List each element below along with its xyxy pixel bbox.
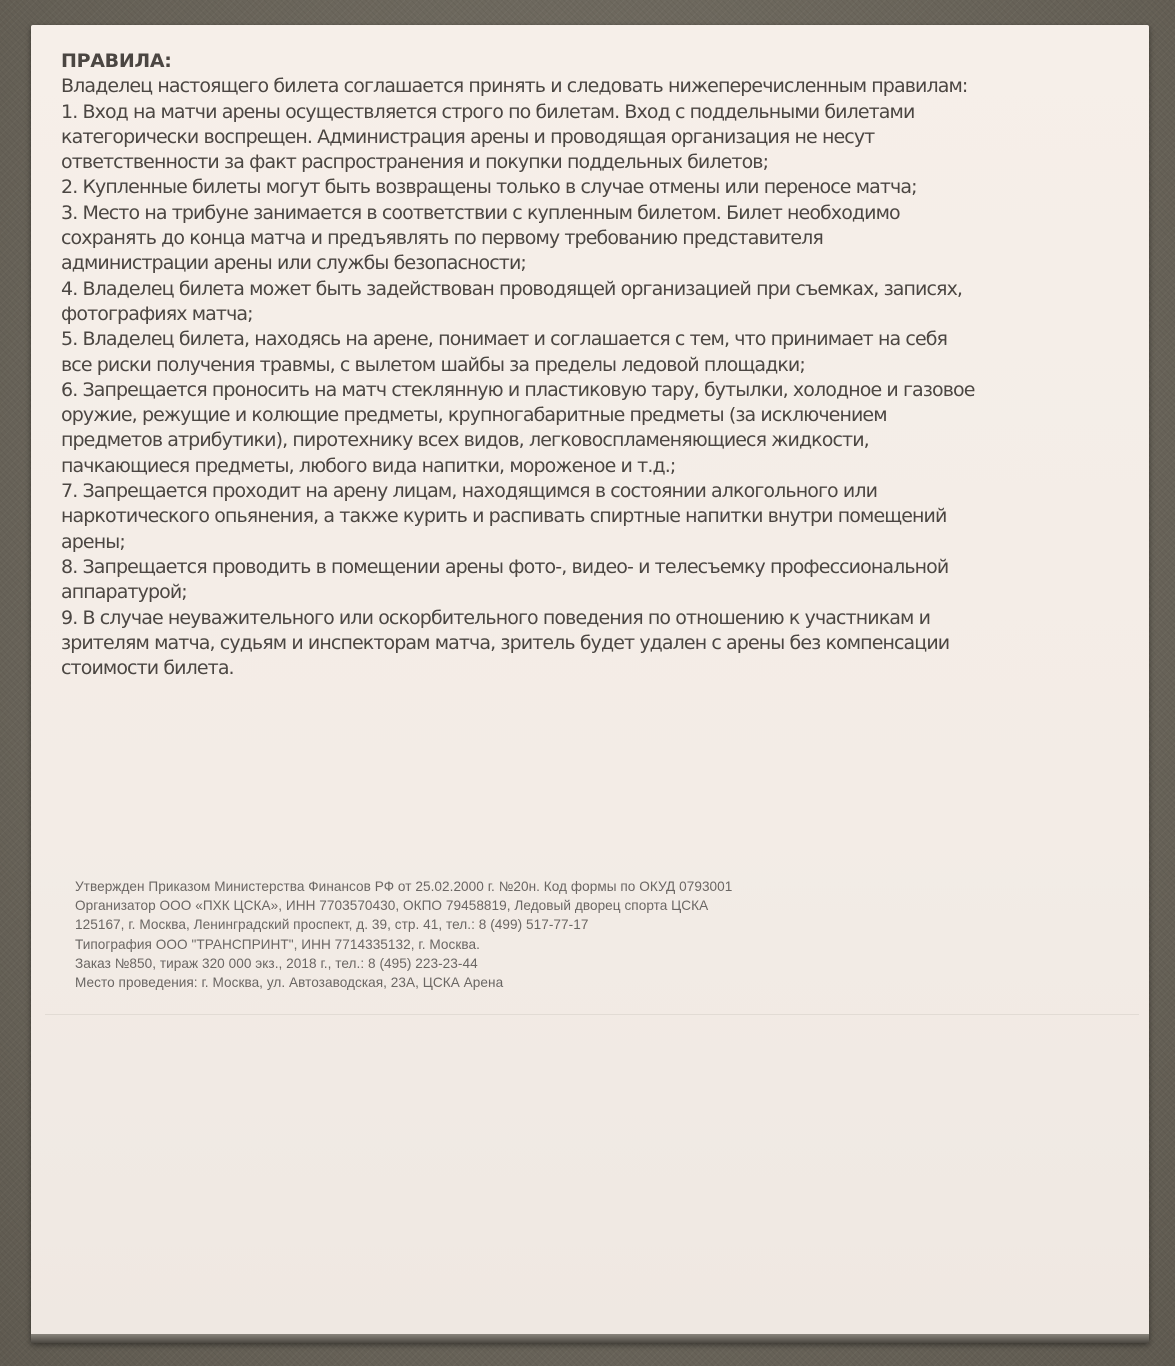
rule-line: 7. Запрещается проходит на арену лицам, находящимся в состоянии алкогольного или	[61, 480, 878, 503]
rule-line: администрации арены или службы безопасности;	[61, 252, 526, 275]
ticket-back	[31, 25, 1149, 1343]
imprint-address: 125167, г. Москва, Ленинградский проспект, д. 39, стр. 41, тел.: 8 (499) 517-77-17	[75, 917, 589, 933]
rule-line: зрителям матча, судьям и инспекторам матча, зритель будет удален с арены без компенсации	[61, 631, 950, 654]
rule-line: 4. Владелец билета может быть задействован проводящей организацией при съемках, записях,	[61, 277, 963, 300]
imprint-section	[75, 877, 1075, 992]
rule-line: 1. Вход на матчи арены осуществляется строго по билетам. Вход с поддельными билетами	[61, 100, 915, 123]
rule-line: 3. Место на трибуне занимается в соответствии с купленным билетом. Билет необходимо	[61, 201, 900, 224]
imprint-order: Заказ №850, тираж 320 000 экз., 2018 г., тел.: 8 (495) 223-23-44	[75, 955, 478, 971]
rule-line: ответственности за факт распространения и покупки поддельных билетов;	[61, 151, 769, 174]
rule-line: пачкающиеся предметы, любого вида напитки, мороженое и т.д.;	[61, 454, 676, 477]
rule-line: все риски получения травмы, с вылетом шайбы за пределы ледовой площадки;	[61, 353, 805, 376]
rule-line: наркотического опьянения, а также курить и распивать спиртные напитки внутри помещений	[61, 505, 947, 528]
rules-section	[61, 49, 1121, 681]
rule-line: сохранять до конца матча и предъявлять по первому требованию представителя	[61, 227, 823, 250]
rule-line: аппаратурой;	[61, 581, 187, 604]
rule-line: оружие, режущие и колющие предметы, крупногабаритные предметы (за исключением	[61, 404, 887, 427]
rule-line: фотографиях матча;	[61, 302, 253, 325]
imprint-organizer: Организатор ООО «ПХК ЦСКА», ИНН 7703570430, ОКПО 79458819, Ледовый дворец спорта ЦСКА	[75, 898, 709, 914]
imprint-printer: Типография ООО "ТРАНСПРИНТ", ИНН 7714335132, г. Москва.	[75, 936, 480, 952]
rule-line: категорически воспрещен. Администрация арены и проводящая организация не несут	[61, 125, 875, 148]
perforation-line	[45, 1014, 1139, 1015]
rule-line: арены;	[61, 530, 125, 553]
imprint-venue: Место проведения: г. Москва, ул. Автозаводская, 23А, ЦСКА Арена	[75, 975, 504, 991]
rule-line: 6. Запрещается проносить на матч стеклянную и пластиковую тару, бутылки, холодное и газовое	[61, 378, 975, 401]
rules-intro: Владелец настоящего билета соглашается принять и следовать нижеперечисленным правилам:	[61, 75, 968, 98]
rule-line: предметов атрибутики), пиротехнику всех видов, легковоспламеняющиеся жидкости,	[61, 429, 869, 452]
rule-line: 9. В случае неуважительного или оскорбительного поведения по отношению к участникам и	[61, 606, 931, 629]
rule-line: стоимости билета.	[61, 657, 234, 680]
imprint-approval: Утвержден Приказом Министерства Финансов РФ от 25.02.2000 г. №20н. Код формы по ОКУД 0793001	[75, 879, 733, 894]
rule-line: 5. Владелец билета, находясь на арене, понимает и соглашается с тем, что принимает на себя	[61, 328, 948, 351]
rule-line: 8. Запрещается проводить в помещении арены фото-, видео- и телесъемку профессиональной	[61, 555, 949, 578]
rules-heading: ПРАВИЛА:	[61, 50, 172, 72]
rule-line: 2. Купленные билеты могут быть возвращены только в случае отмены или переносе матча;	[61, 176, 917, 199]
